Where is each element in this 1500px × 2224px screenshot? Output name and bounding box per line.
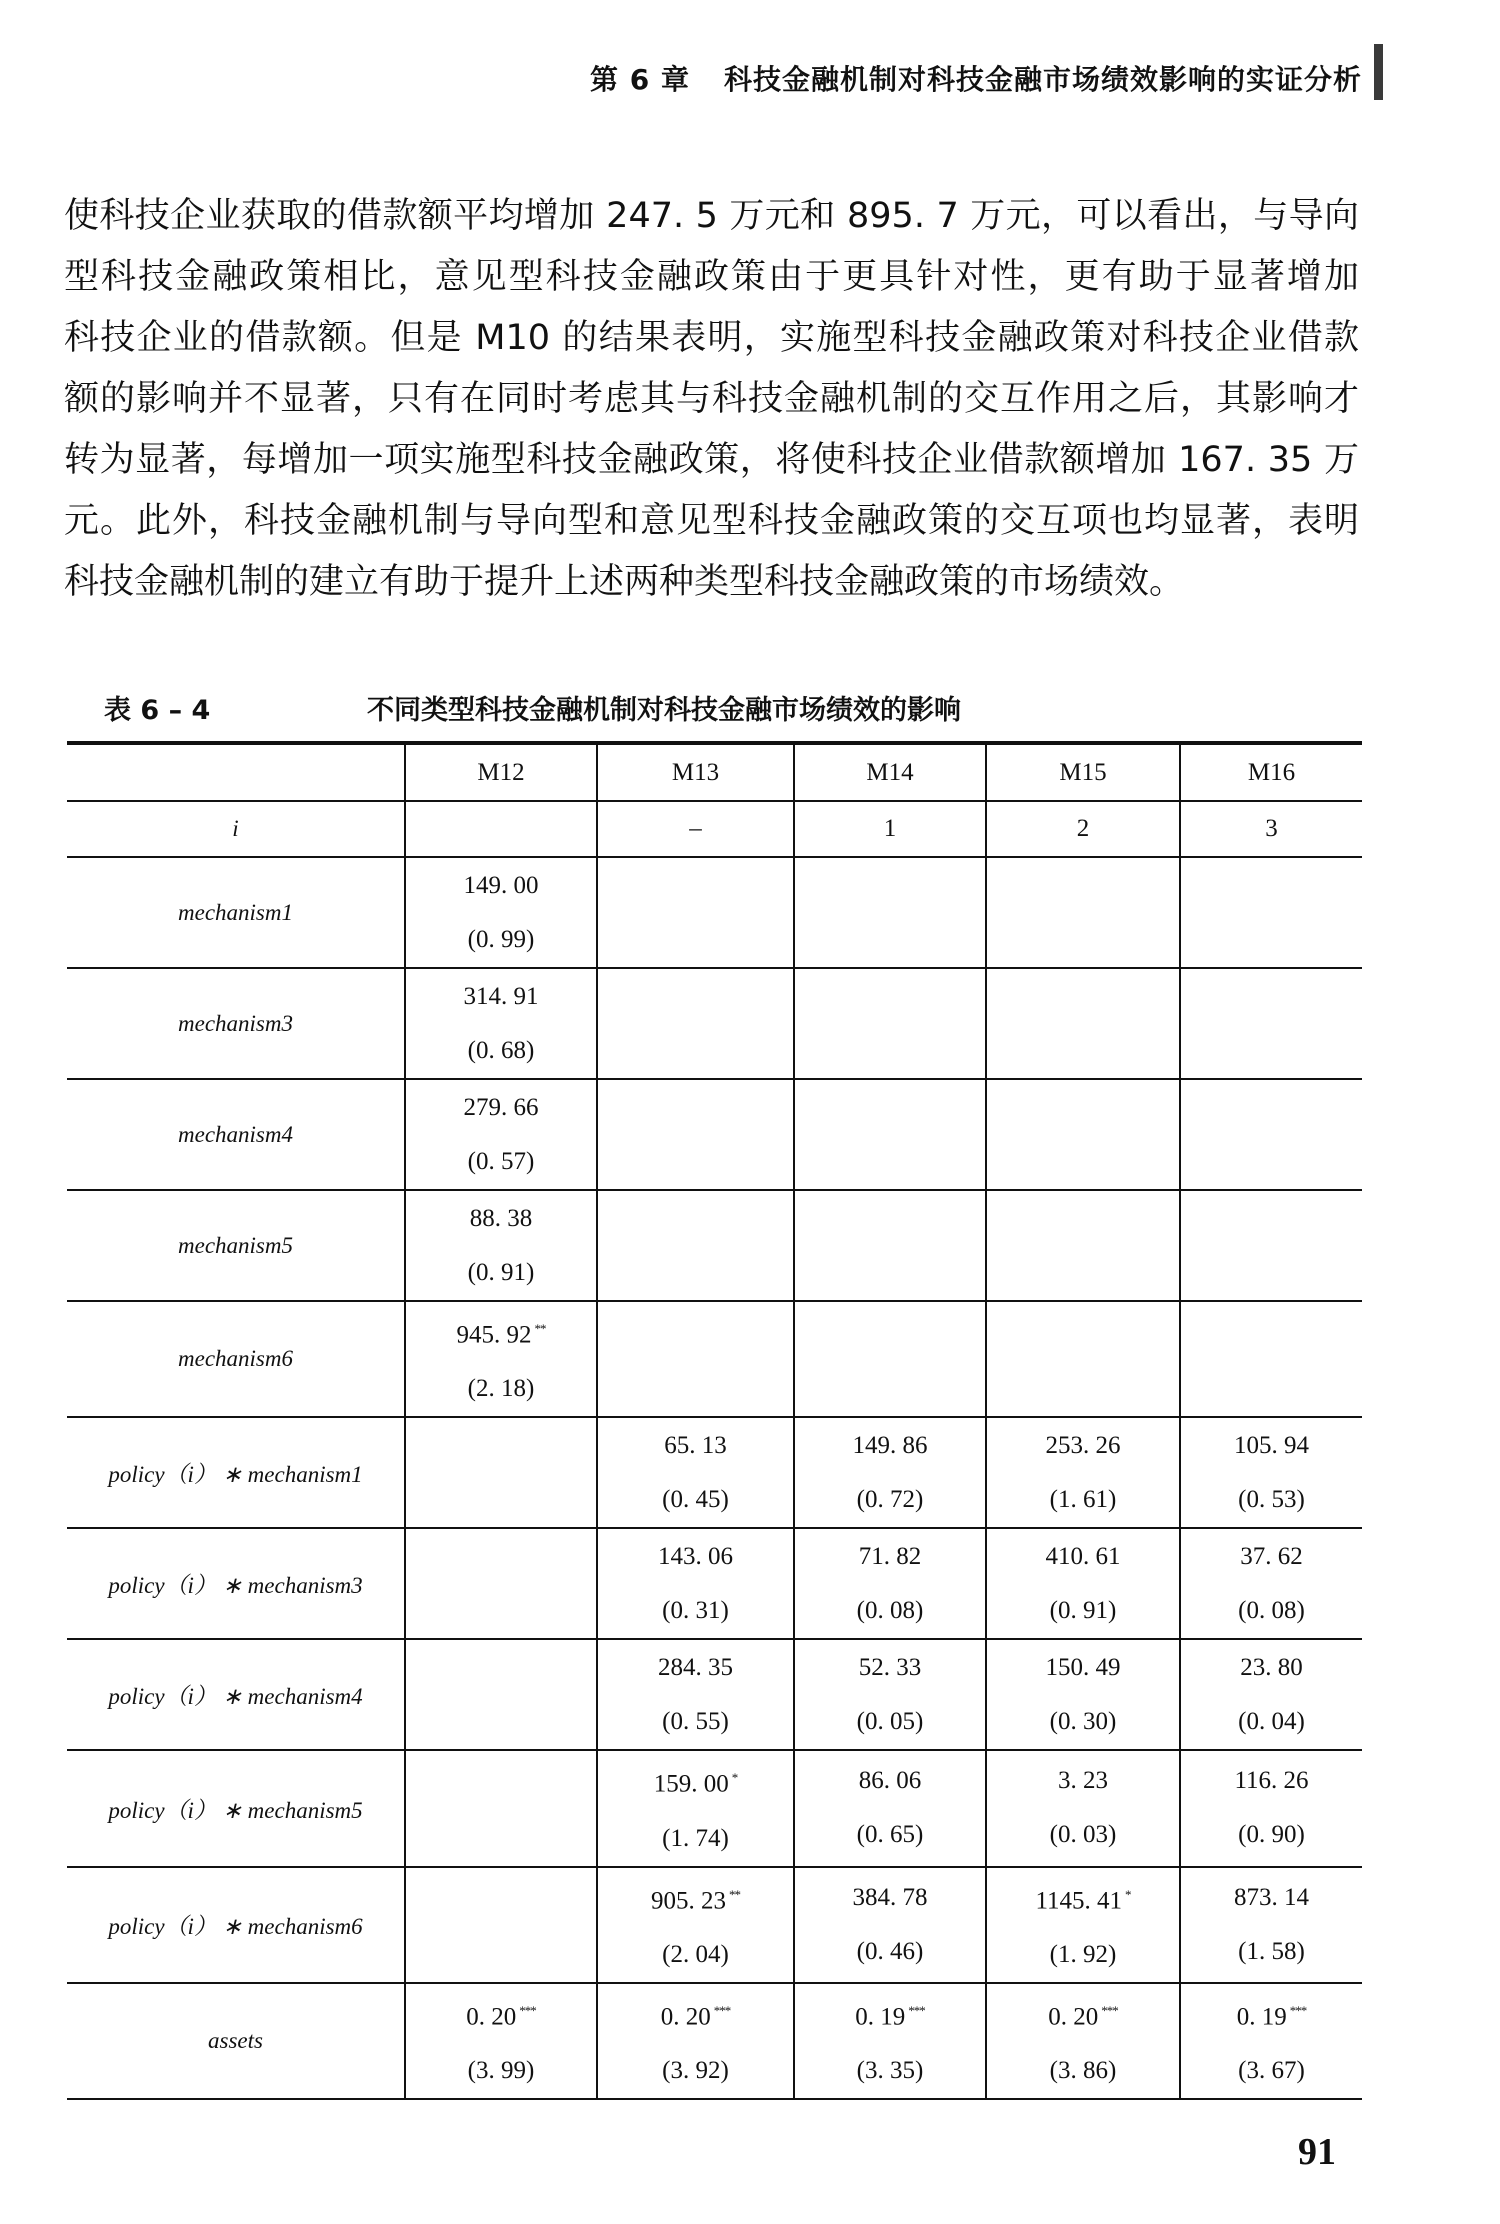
estimate: 0. 19 (1236, 2003, 1287, 2031)
row-label: policy（i） ∗ mechanism4 (67, 1639, 405, 1750)
significance-stars: * (731, 1770, 738, 1786)
t-statistic: (0. 65) (856, 1821, 924, 1849)
coefficient-cell (597, 1528, 794, 1639)
estimate: 284. 35 (658, 1653, 733, 1681)
significance-stars: ** (534, 1321, 546, 1336)
estimate: 314. 91 (463, 982, 539, 1010)
row-label: policy（i） ∗ mechanism6 (67, 1867, 405, 1983)
t-statistic: (0. 91) (1049, 1596, 1117, 1624)
t-statistic: (0. 04) (1238, 1707, 1305, 1735)
table-row (67, 1528, 1362, 1639)
coefficient-cell (986, 1639, 1180, 1750)
coefficient-value (406, 970, 596, 1024)
coefficient-value (598, 1868, 793, 1928)
coefficient-value (598, 1984, 793, 2044)
t-statistic: (3. 67) (1238, 2057, 1305, 2085)
empty-cell (1180, 1301, 1362, 1417)
coefficient-value (406, 1302, 596, 1362)
coefficient-value (1181, 1641, 1362, 1695)
t-statistic: (2. 18) (467, 1375, 535, 1403)
coefficient-cell (405, 1190, 597, 1301)
coefficient-value (598, 1530, 793, 1584)
table-row (67, 1867, 1362, 1983)
t-statistic: (0. 99) (467, 925, 535, 953)
t-statistic: (0. 08) (1238, 1596, 1305, 1624)
header-cell-empty (67, 743, 405, 801)
table-row (67, 1301, 1362, 1417)
estimate: 86. 06 (858, 1767, 922, 1795)
empty-cell (986, 1190, 1180, 1301)
empty-cell (794, 1079, 986, 1190)
i-value-cell: 1 (794, 801, 986, 857)
significance-stars: *** (908, 2002, 925, 2018)
coefficient-value (1181, 1871, 1362, 1925)
estimate: 65. 13 (664, 1431, 727, 1459)
coefficient-cell (986, 1417, 1180, 1528)
t-statistic: (0. 57) (467, 1147, 535, 1175)
coefficient-value (795, 1871, 985, 1925)
table-row (67, 1750, 1362, 1866)
row-label: i (67, 801, 405, 857)
empty-cell (986, 968, 1180, 1079)
coefficient-value (598, 1751, 793, 1811)
estimate: 116. 26 (1234, 1767, 1309, 1795)
estimate: 159. 00 (653, 1770, 729, 1798)
coefficient-cell (597, 1639, 794, 1750)
t-statistic: (0. 91) (467, 1258, 535, 1286)
t-statistic: (0. 90) (1238, 1821, 1305, 1849)
coefficient-value (795, 1984, 985, 2044)
estimate: 279. 66 (463, 1093, 539, 1121)
t-statistic: (1. 74) (662, 1824, 729, 1852)
coefficient-value (1181, 1530, 1362, 1584)
coefficient-value (406, 1192, 596, 1246)
row-label: mechanism5 (67, 1190, 405, 1301)
table-row (67, 1639, 1362, 1750)
coefficient-cell (597, 1867, 794, 1983)
significance-stars: *** (713, 2002, 731, 2018)
coefficient-value (795, 1754, 985, 1808)
estimate: 37. 62 (1240, 1542, 1303, 1570)
page-number: 91 (1298, 2131, 1336, 2173)
t-statistic: (1. 92) (1049, 1940, 1117, 1968)
coefficient-value (987, 1419, 1179, 1473)
table-row (67, 857, 1362, 968)
estimate: 0. 20 (466, 2003, 517, 2031)
empty-cell (405, 1867, 597, 1983)
coefficient-cell (597, 1983, 794, 2099)
coefficient-cell (794, 1417, 986, 1528)
empty-cell (1180, 857, 1362, 968)
empty-cell (597, 857, 794, 968)
empty-cell (794, 1301, 986, 1417)
significance-stars: ** (729, 1886, 740, 1902)
coefficient-value (1181, 1419, 1362, 1473)
t-statistic: (0. 08) (856, 1596, 924, 1624)
row-label: policy（i） ∗ mechanism3 (67, 1528, 405, 1639)
header-cell-m15: M15 (986, 743, 1180, 801)
t-statistic: (3. 35) (856, 2057, 924, 2085)
coefficient-value (987, 1530, 1179, 1584)
table-row (67, 1079, 1362, 1190)
table-row (67, 1417, 1362, 1528)
coefficient-cell (794, 1867, 986, 1983)
coefficient-value (598, 1641, 793, 1695)
estimate: 873. 14 (1234, 1883, 1309, 1911)
header-cell-m13: M13 (597, 743, 794, 801)
significance-stars: *** (1289, 2002, 1307, 2018)
significance-stars: *** (1101, 2002, 1118, 2018)
coefficient-cell (794, 1750, 986, 1866)
coefficient-cell (986, 1750, 1180, 1866)
coefficient-value (987, 1868, 1179, 1928)
coefficient-value (1181, 1984, 1362, 2044)
regression-table (67, 741, 1362, 2100)
i-value-cell: – (597, 801, 794, 857)
paragraph-line: 科技金融机制的建立有助于提升上述两种类型科技金融政策的市场绩效。 (64, 562, 1185, 602)
empty-cell (405, 1417, 597, 1528)
table-number: 表 6 – 4 (104, 695, 211, 726)
t-statistic: (0. 31) (662, 1596, 729, 1624)
coefficient-cell (597, 1417, 794, 1528)
significance-stars: *** (519, 2002, 536, 2018)
table-row-i (67, 801, 1362, 857)
empty-cell (405, 1750, 597, 1866)
row-label: assets (67, 1983, 405, 2099)
significance-stars: * (1125, 1886, 1131, 1902)
row-label: mechanism3 (67, 968, 405, 1079)
row-label: policy（i） ∗ mechanism5 (67, 1750, 405, 1866)
coefficient-value (795, 1530, 985, 1584)
paragraph-line: 元。此外，科技金融机制与导向型和意见型科技金融政策的交互项也均显著，表明 (64, 501, 1359, 541)
coefficient-cell (1180, 1417, 1362, 1528)
coefficient-cell (1180, 1983, 1362, 2099)
i-value-cell: 2 (986, 801, 1180, 857)
estimate: 905. 23 (651, 1886, 726, 1914)
t-statistic: (3. 86) (1049, 2057, 1117, 2085)
coefficient-value (406, 1984, 596, 2044)
coefficient-value (795, 1419, 985, 1473)
empty-cell (1180, 1079, 1362, 1190)
coefficient-cell (986, 1867, 1180, 1983)
empty-cell (794, 1190, 986, 1301)
paragraph-line: 转为显著，每增加一项实施型科技金融政策，将使科技企业借款额增加 167. 35 万 (64, 440, 1359, 480)
coefficient-cell (405, 857, 597, 968)
t-statistic: (1. 61) (1049, 1485, 1117, 1513)
body-paragraph (64, 186, 1359, 613)
estimate: 0. 20 (1048, 2003, 1099, 2031)
coefficient-cell (986, 1983, 1180, 2099)
estimate: 52. 33 (858, 1653, 922, 1681)
estimate: 3. 23 (1058, 1767, 1108, 1795)
coefficient-cell (1180, 1750, 1362, 1866)
coefficient-cell (405, 1301, 597, 1417)
header-cell-m12: M12 (405, 743, 597, 801)
paragraph-line: 使科技企业获取的借款额平均增加 247. 5 万元和 895. 7 万元，可以看出，与导向 (64, 196, 1359, 236)
estimate: 410. 61 (1045, 1542, 1121, 1570)
t-statistic: (0. 68) (467, 1036, 535, 1064)
t-statistic: (0. 55) (662, 1707, 729, 1735)
coefficient-value (987, 1984, 1179, 2044)
empty-cell (597, 1190, 794, 1301)
table-caption (0, 688, 1500, 724)
coefficient-value (406, 1081, 596, 1135)
header-cell-m16: M16 (1180, 743, 1362, 801)
t-statistic: (0. 53) (1238, 1485, 1305, 1513)
estimate: 150. 49 (1045, 1653, 1121, 1681)
estimate: 23. 80 (1240, 1653, 1303, 1681)
t-statistic: (3. 99) (467, 2057, 535, 2085)
chapter-number: 第 6 章 (590, 63, 690, 96)
estimate: 88. 38 (469, 1204, 533, 1232)
table-row (67, 1190, 1362, 1301)
paragraph-line: 科技企业的借款额。但是 M10 的结果表明，实施型科技金融政策对科技企业借款 (64, 318, 1359, 358)
empty-cell (986, 1301, 1180, 1417)
coefficient-cell (794, 1528, 986, 1639)
coefficient-cell (986, 1528, 1180, 1639)
estimate: 0. 20 (660, 2003, 711, 2031)
t-statistic: (2. 04) (662, 1940, 729, 1968)
estimate: 149. 00 (463, 871, 539, 899)
table-row (67, 1983, 1362, 2099)
empty-cell (405, 1528, 597, 1639)
t-statistic: (0. 05) (856, 1707, 924, 1735)
coefficient-cell (794, 1639, 986, 1750)
coefficient-cell (405, 1079, 597, 1190)
row-label: mechanism4 (67, 1079, 405, 1190)
i-value-cell: 3 (1180, 801, 1362, 857)
header-margin-bar (1374, 44, 1383, 100)
estimate: 1145. 41 (1035, 1886, 1123, 1914)
estimate: 0. 19 (855, 2003, 906, 2031)
coefficient-value (1181, 1754, 1362, 1808)
coefficient-cell (405, 1983, 597, 2099)
coefficient-value (598, 1419, 793, 1473)
empty-cell (597, 1079, 794, 1190)
coefficient-cell (794, 1983, 986, 2099)
table-row (67, 968, 1362, 1079)
i-value-cell (405, 801, 597, 857)
empty-cell (1180, 968, 1362, 1079)
estimate: 149. 86 (852, 1431, 928, 1459)
t-statistic: (0. 03) (1049, 1821, 1117, 1849)
t-statistic: (3. 92) (662, 2057, 729, 2085)
t-statistic: (0. 46) (856, 1937, 924, 1965)
t-statistic: (1. 58) (1238, 1937, 1305, 1965)
empty-cell (1180, 1190, 1362, 1301)
estimate: 143. 06 (658, 1542, 733, 1570)
chapter-title: 科技金融机制对科技金融市场绩效影响的实证分析 (723, 63, 1362, 96)
paragraph-line: 型科技金融政策相比，意见型科技金融政策由于更具针对性，更有助于显著增加 (64, 257, 1359, 297)
coefficient-cell (597, 1750, 794, 1866)
paragraph-line: 额的影响并不显著，只有在同时考虑其与科技金融机制的交互作用之后，其影响才 (64, 379, 1359, 419)
empty-cell (597, 968, 794, 1079)
estimate: 945. 92 (456, 1321, 532, 1349)
empty-cell (794, 968, 986, 1079)
row-label: policy（i） ∗ mechanism1 (67, 1417, 405, 1528)
empty-cell (986, 857, 1180, 968)
coefficient-value (987, 1754, 1179, 1808)
coefficient-value (795, 1641, 985, 1695)
coefficient-value (987, 1641, 1179, 1695)
running-header (590, 58, 1362, 98)
estimate: 71. 82 (858, 1542, 922, 1570)
coefficient-cell (1180, 1867, 1362, 1983)
coefficient-cell (1180, 1528, 1362, 1639)
row-label: mechanism1 (67, 857, 405, 968)
table-title: 不同类型科技金融机制对科技金融市场绩效的影响 (367, 695, 961, 726)
empty-cell (794, 857, 986, 968)
empty-cell (405, 1639, 597, 1750)
estimate: 105. 94 (1234, 1431, 1309, 1459)
coefficient-value (406, 859, 596, 913)
estimate: 384. 78 (852, 1883, 928, 1911)
t-statistic: (0. 72) (856, 1485, 924, 1513)
t-statistic: (0. 45) (662, 1485, 729, 1513)
empty-cell (597, 1301, 794, 1417)
header-cell-m14: M14 (794, 743, 986, 801)
coefficient-cell (1180, 1639, 1362, 1750)
t-statistic: (0. 30) (1049, 1707, 1117, 1735)
empty-cell (986, 1079, 1180, 1190)
estimate: 253. 26 (1045, 1431, 1121, 1459)
table-header-row (67, 743, 1362, 801)
row-label: mechanism6 (67, 1301, 405, 1417)
coefficient-cell (405, 968, 597, 1079)
